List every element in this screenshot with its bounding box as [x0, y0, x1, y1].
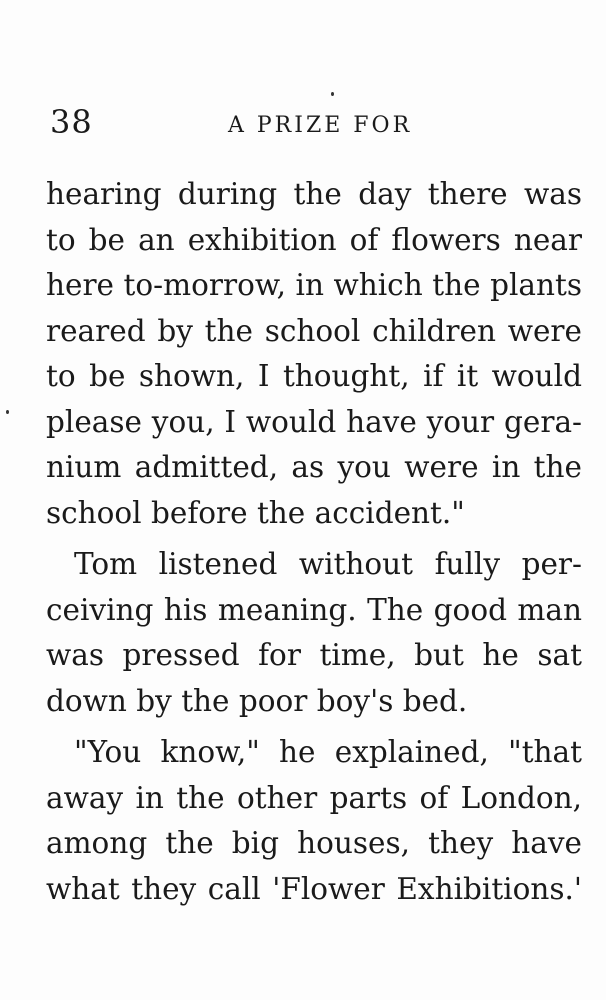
print-speck — [331, 92, 334, 96]
text-line: away in the other parts of London, — [46, 780, 582, 815]
text-line: Tom listened without fully per- — [74, 547, 582, 581]
text-line: "You know," he explained, "that — [74, 735, 582, 769]
text-line: reared by the school children were — [46, 313, 582, 348]
print-speck — [6, 410, 9, 414]
text-line: nium admitted, as you were in the — [46, 450, 582, 484]
paragraph — [46, 172, 586, 536]
text-line: school before the accident." — [46, 495, 465, 530]
text-line: please you, I would have your gera- — [46, 404, 582, 439]
text-line: ceiving his meaning. The good man — [46, 592, 582, 627]
running-title: A PRIZE FOR — [228, 113, 413, 138]
text-line: here to-morrow, in which the plants — [46, 268, 582, 302]
text-line: among the big houses, they have — [46, 826, 582, 860]
text-line: down by the poor boy's bed. — [46, 683, 468, 718]
text-line: to be an exhibition of flowers near — [46, 222, 582, 257]
text-line: hearing during the day there was — [46, 177, 582, 211]
text-line: was pressed for time, but he sat — [46, 638, 582, 672]
body-text — [46, 172, 586, 912]
page-number: 38 — [50, 103, 93, 141]
paragraph — [46, 730, 586, 912]
text-line: to be shown, I thought, if it would — [46, 359, 582, 393]
paragraph — [46, 542, 586, 724]
text-line: what they call 'Flower Exhibitions.' — [46, 871, 582, 906]
